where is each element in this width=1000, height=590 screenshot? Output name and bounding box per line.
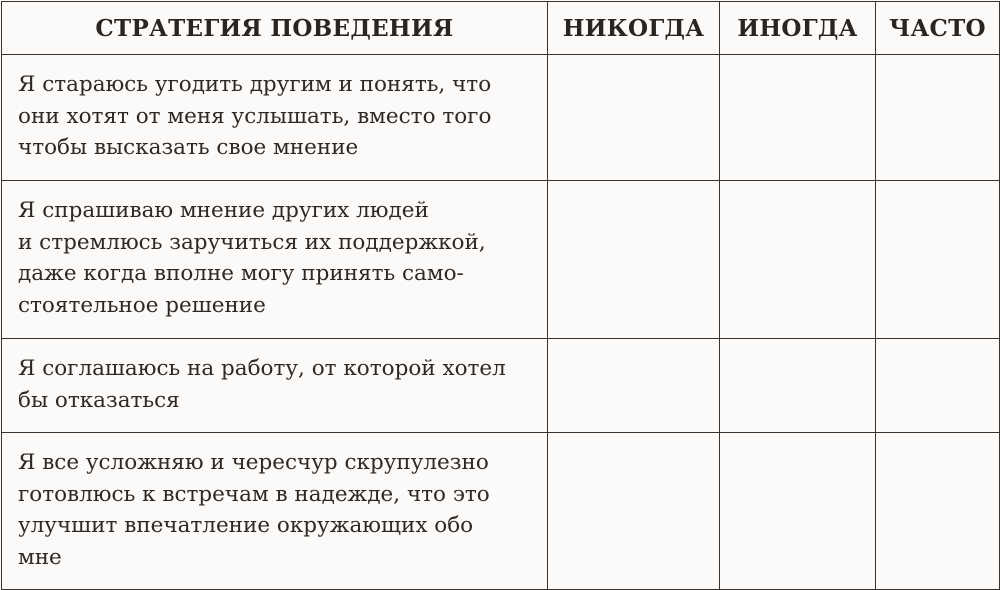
header-strategy: СТРАТЕГИЯ ПОВЕДЕНИЯ [2,2,548,55]
table-row [2,55,1000,181]
answer-cell-sometimes[interactable] [720,55,876,181]
table-row [2,433,1000,590]
answer-cell-never[interactable] [548,181,720,339]
answer-cell-never[interactable] [548,339,720,433]
answer-cell-often[interactable] [876,55,1000,181]
table-row [2,339,1000,433]
behavior-strategy-table [1,1,1000,590]
answer-cell-sometimes[interactable] [720,181,876,339]
strategy-text: Я все усложняю и чересчур скрупулезно готовлюсь к встречам в надежде, что это улучшит впечатление окружающих обо мне [2,433,548,590]
answer-cell-never[interactable] [548,55,720,181]
answer-cell-sometimes[interactable] [720,433,876,590]
strategy-text: Я стараюсь угодить другим и понять, что они хотят от меня услышать, вместо того чтобы высказать свое мнение [2,55,548,181]
header-sometimes: ИНОГДА [720,2,876,55]
table-row [2,181,1000,339]
strategy-text: Я соглашаюсь на работу, от которой хотел бы отказаться [2,339,548,433]
strategy-text: Я спрашиваю мнение других людей и стремлюсь заручиться их поддержкой, даже когда вполне могу принять само- стоятельное решение [2,181,548,339]
table-header-row [2,2,1000,55]
answer-cell-sometimes[interactable] [720,339,876,433]
answer-cell-never[interactable] [548,433,720,590]
answer-cell-often[interactable] [876,433,1000,590]
header-never: НИКОГДА [548,2,720,55]
answer-cell-often[interactable] [876,181,1000,339]
answer-cell-often[interactable] [876,339,1000,433]
header-often: ЧАСТО [876,2,1000,55]
